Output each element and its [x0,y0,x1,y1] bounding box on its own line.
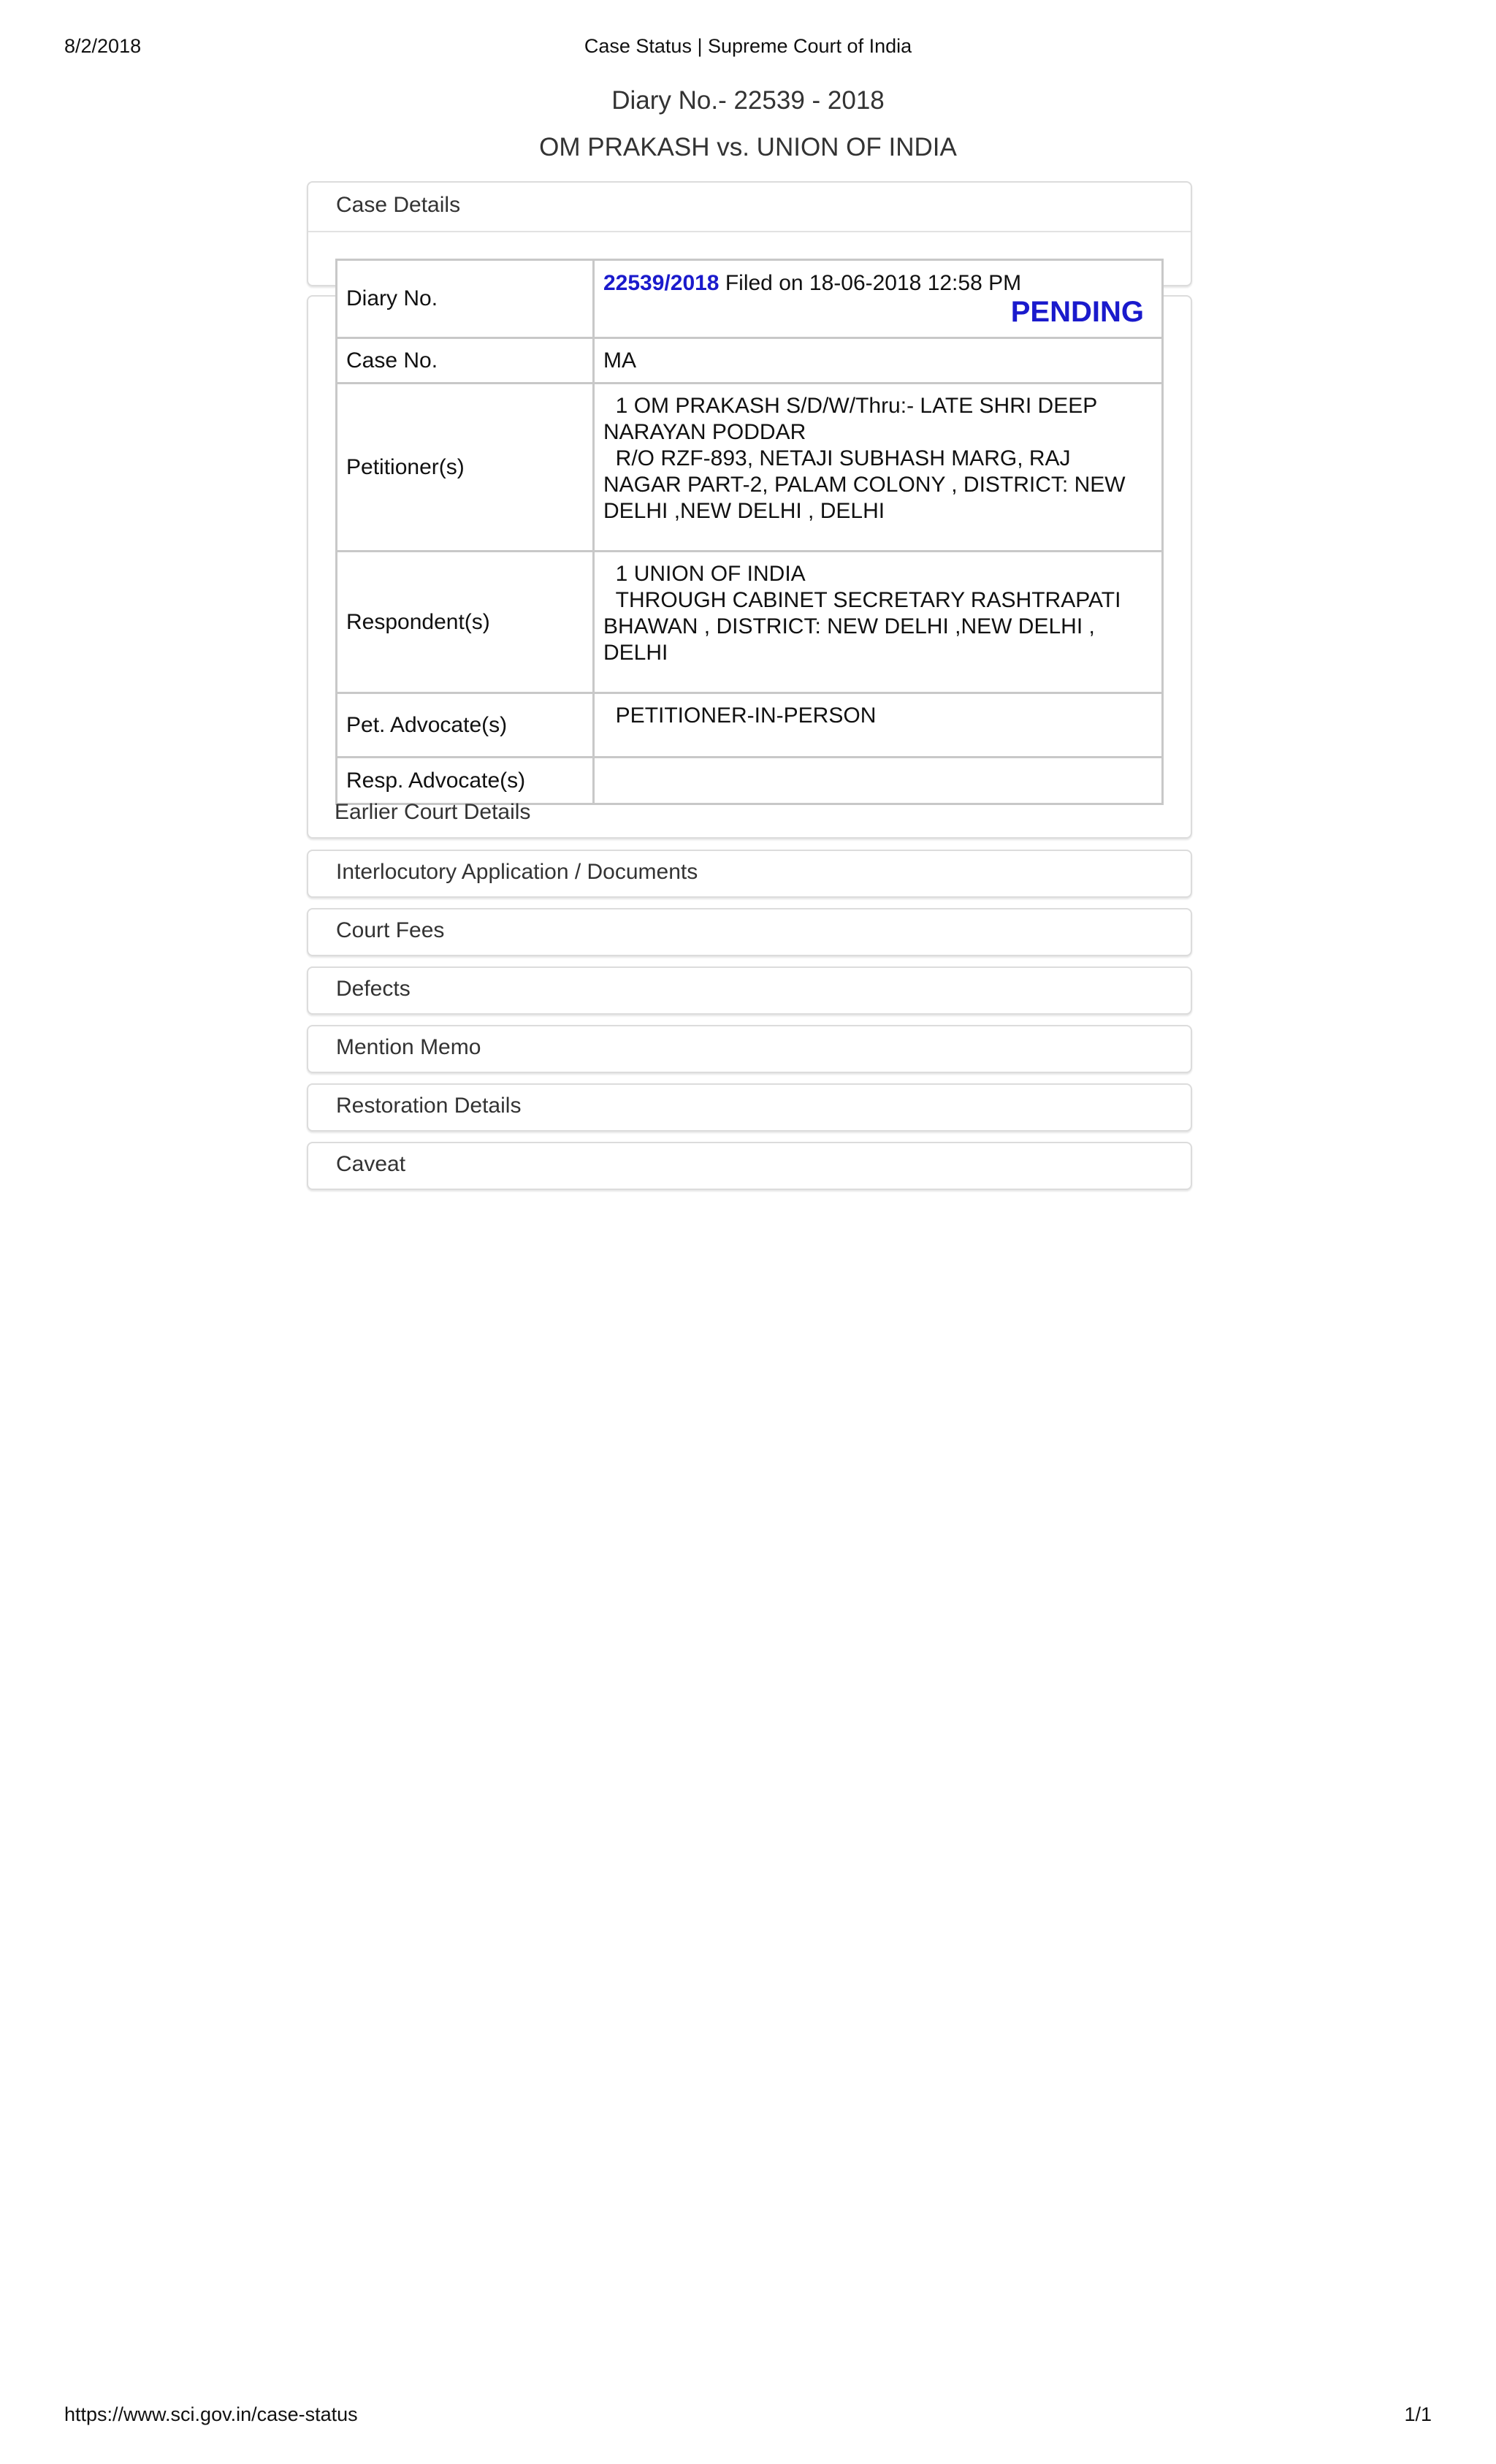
interlocutory-panel[interactable] [307,850,1192,898]
diary-no-label: Diary No. [337,260,594,338]
table-row [337,260,1163,338]
respondent-value [594,552,1163,693]
petitioner-value [594,384,1163,552]
diary-heading: Diary No.- 22539 - 2018 [611,86,885,115]
earlier-court-title[interactable]: Earlier Court Details [335,800,531,824]
petitioner-label: Petitioner(s) [337,384,594,552]
table-row [337,384,1163,552]
respondent-line-1: 1 UNION OF INDIA [603,562,806,586]
diary-link[interactable]: 22539/2018 [603,271,720,295]
defects-title[interactable]: Defects [336,977,411,1001]
filed-text: Filed on 18-06-2018 12:58 PM [719,271,1022,295]
pet-advocate-value: PETITIONER-IN-PERSON [594,693,1163,758]
court-fees-title[interactable]: Court Fees [336,918,445,942]
respondent-line-2: THROUGH CABINET SECRETARY RASHTRAPATI BHAWAN , DISTRICT: NEW DELHI ,NEW DELHI , DELHI [603,588,1127,665]
case-no-label: Case No. [337,338,594,384]
petitioner-line-1: 1 OM PRAKASH S/D/W/Thru:- LATE SHRI DEEP NARAYAN PODDAR [603,394,1104,444]
case-details-title[interactable]: Case Details [336,193,461,217]
petitioner-line-2: R/O RZF-893, NETAJI SUBHASH MARG, RAJ NAGAR PART-2, PALAM COLONY , DISTRICT: NEW DELHI ,NEW DELHI , DELHI [603,446,1131,523]
diary-no-value [594,260,1163,338]
resp-advocate-label: Resp. Advocate(s) [337,758,594,804]
table-row [337,758,1163,804]
case-details-table [335,259,1164,805]
print-page-number: 1/1 [1404,2403,1432,2425]
respondent-label: Respondent(s) [337,552,594,693]
caveat-title[interactable]: Caveat [336,1152,406,1176]
defects-panel[interactable] [307,966,1192,1015]
table-row [337,338,1163,384]
restoration-panel[interactable] [307,1083,1192,1132]
resp-advocate-value [594,758,1163,804]
caveat-panel[interactable] [307,1142,1192,1190]
table-row [337,693,1163,758]
table-row [337,552,1163,693]
mention-memo-panel[interactable] [307,1025,1192,1073]
print-page-title: Case Status | Supreme Court of India [584,35,912,57]
print-url: https://www.sci.gov.in/case-status [64,2403,358,2425]
status-badge: PENDING [1010,296,1144,328]
pet-advocate-label: Pet. Advocate(s) [337,693,594,758]
mention-memo-title[interactable]: Mention Memo [336,1035,481,1059]
case-no-value: MA [594,338,1163,384]
panel-divider [308,231,1191,232]
interlocutory-title[interactable]: Interlocutory Application / Documents [336,860,698,884]
restoration-title[interactable]: Restoration Details [336,1094,522,1118]
parties-heading: OM PRAKASH vs. UNION OF INDIA [539,133,957,161]
print-date: 8/2/2018 [64,35,142,57]
court-fees-panel[interactable] [307,908,1192,956]
